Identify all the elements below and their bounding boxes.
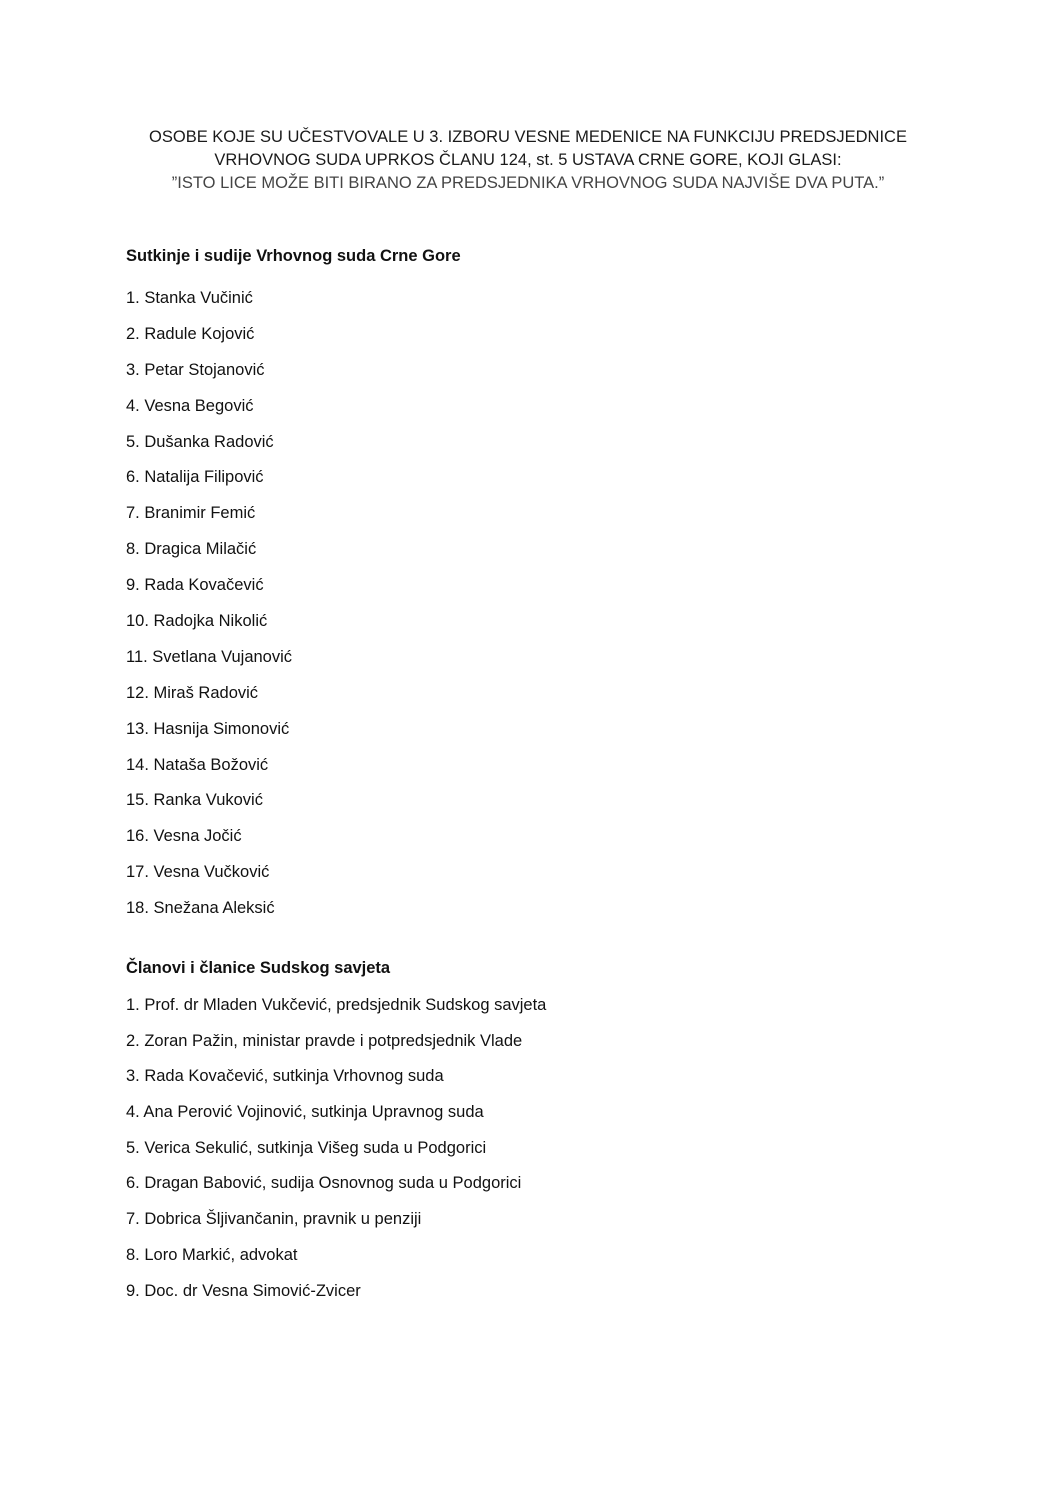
list-item: 10. Radojka Nikolić <box>126 612 268 631</box>
list-item: 12. Miraš Radović <box>126 683 259 702</box>
list-item: 1. Stanka Vučinić <box>126 289 253 307</box>
list-item: 7. Dobrica Šljivančanin, pravnik u penziji <box>126 1210 422 1229</box>
list-item: 8. Loro Markić, advokat <box>126 1245 298 1264</box>
list-item: 18. Snežana Aleksić <box>126 899 275 918</box>
title-line-2: VRHOVNOG SUDA UPRKOS ČLANU 124, st. 5 USTAVA CRNE GORE, KOJI GLASI: <box>214 151 842 169</box>
list-item: 11. Svetlana Vujanović <box>126 647 293 666</box>
list-item: 16. Vesna Jočić <box>126 827 242 846</box>
list-item: 8. Dragica Milačić <box>126 540 257 559</box>
list-item: 6. Natalija Filipović <box>126 468 264 487</box>
list-item: 4. Ana Perović Vojinović, sutkinja Upravnog suda <box>126 1103 484 1122</box>
section-heading-judicial-council-members: Članovi i članice Sudskog savjeta <box>126 959 391 977</box>
list-item: 2. Radule Kojović <box>126 324 255 343</box>
list-item: 9. Rada Kovačević <box>126 576 264 595</box>
judicial-council-members-list <box>126 994 546 1315</box>
list-item: 3. Petar Stojanović <box>126 360 265 379</box>
document-title <box>100 126 956 195</box>
list-item: 7. Branimir Femić <box>126 504 256 523</box>
list-item: 2. Zoran Pažin, ministar pravde i potpredsjednik Vlade <box>126 1031 523 1050</box>
list-item: 14. Nataša Božović <box>126 755 269 774</box>
list-item: 6. Dragan Babović, sudija Osnovnog suda u Podgorici <box>126 1174 522 1193</box>
title-line-3-quote: ”ISTO LICE MOŽE BITI BIRANO ZA PREDSJEDNIKA VRHOVNOG SUDA NAJVIŠE DVA PUTA.” <box>171 174 885 192</box>
list-item: 9. Doc. dr Vesna Simović-Zvicer <box>126 1281 361 1300</box>
list-item: 17. Vesna Vučković <box>126 863 270 882</box>
list-item: 1. Prof. dr Mladen Vukčević, predsjednik Sudskog savjeta <box>126 996 547 1014</box>
list-item: 5. Verica Sekulić, sutkinja Višeg suda u Podgorici <box>126 1138 487 1157</box>
list-item: 15. Ranka Vuković <box>126 791 263 810</box>
list-item: 4. Vesna Begović <box>126 396 254 415</box>
list-item: 5. Dušanka Radović <box>126 432 274 451</box>
section-heading-supreme-court-judges: Sutkinje i sudije Vrhovnog suda Crne Gore <box>126 247 461 265</box>
list-item: 13. Hasnija Simonović <box>126 719 290 738</box>
supreme-court-judges-list <box>126 287 292 933</box>
title-line-1: OSOBE KOJE SU UČESTVOVALE U 3. IZBORU VESNE MEDENICE NA FUNKCIJU PREDSJEDNICE <box>149 128 907 146</box>
list-item: 3. Rada Kovačević, sutkinja Vrhovnog suda <box>126 1067 444 1086</box>
